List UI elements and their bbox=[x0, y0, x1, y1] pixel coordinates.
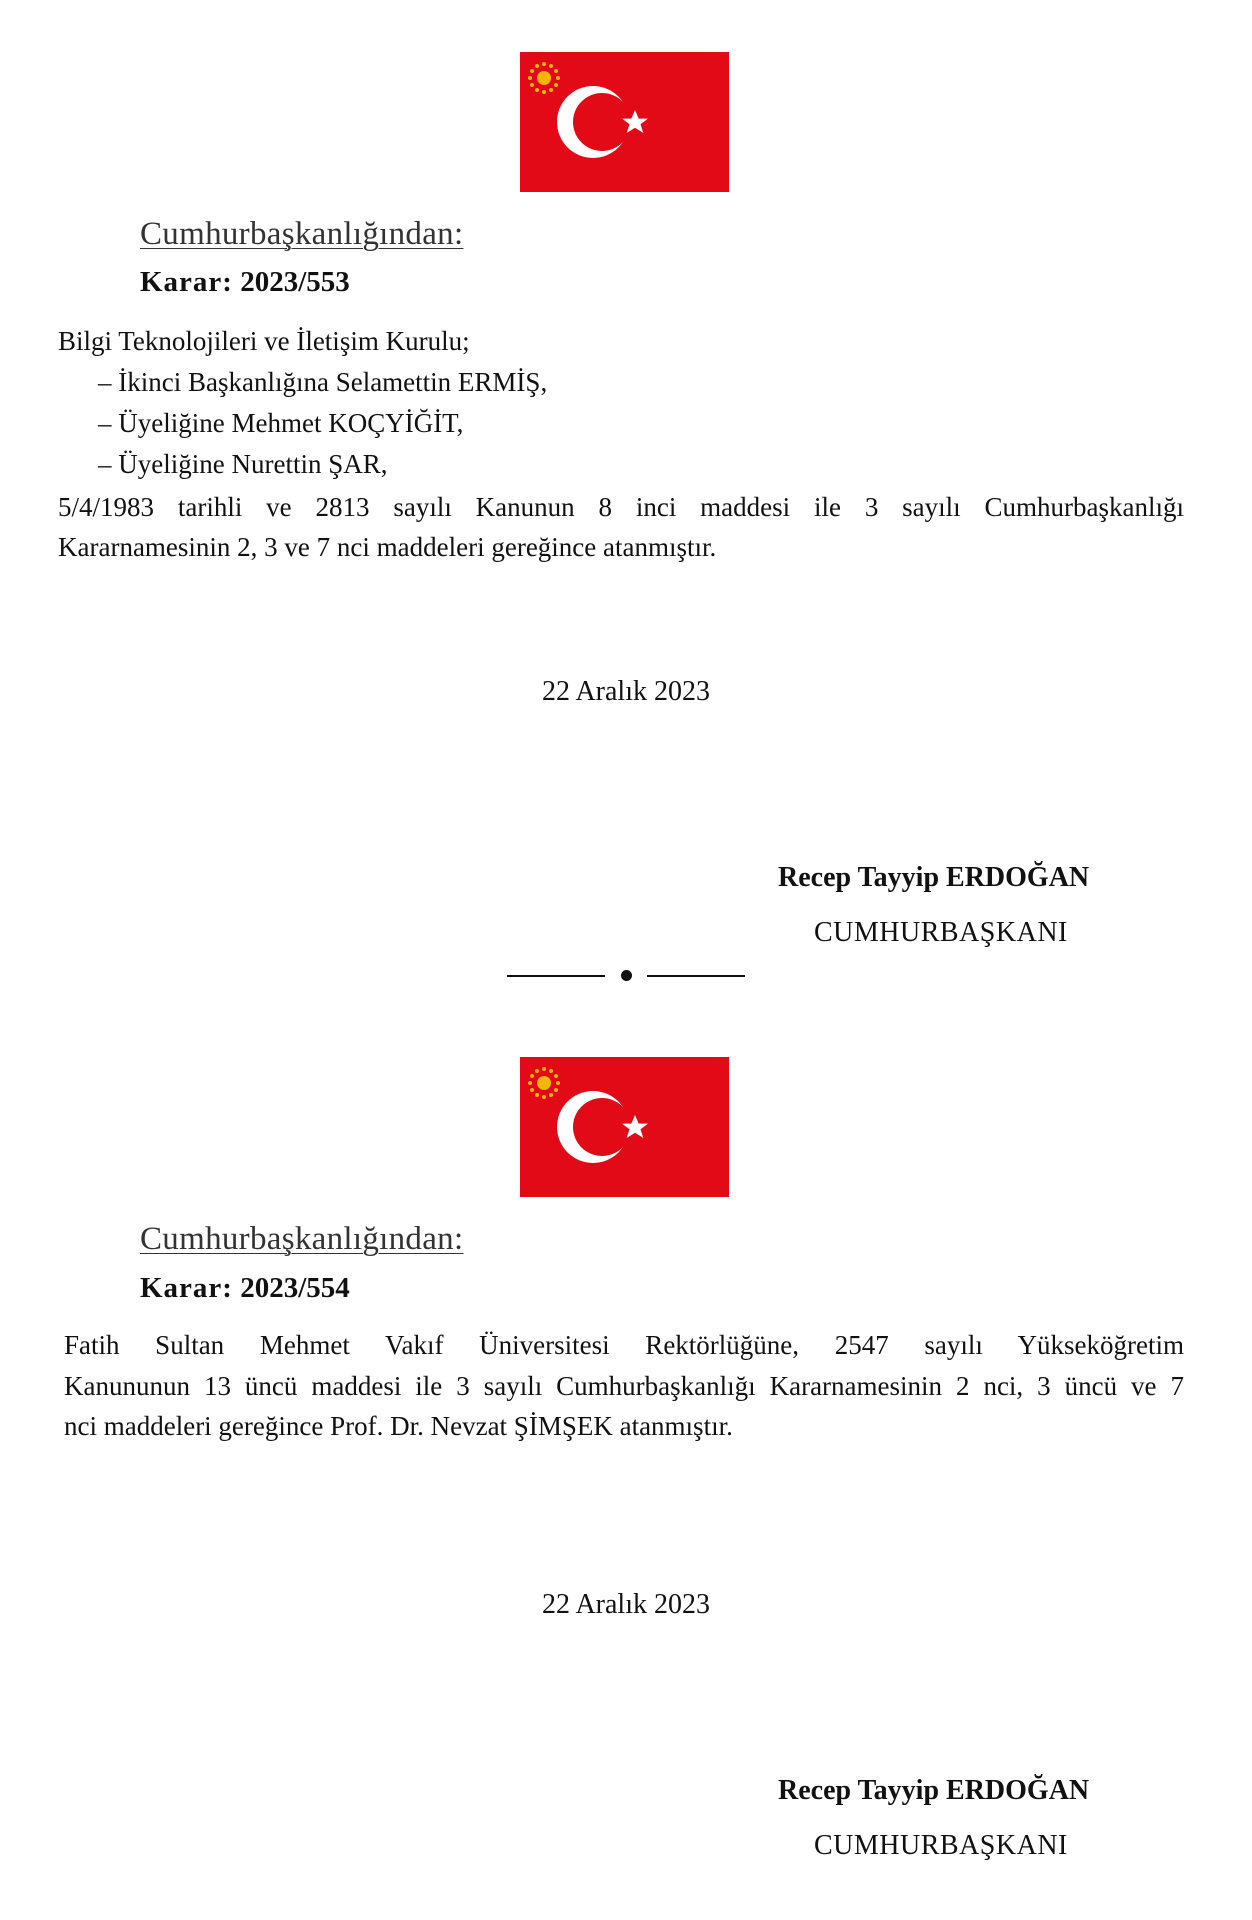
decision-label: Karar: bbox=[140, 1272, 233, 1304]
list-item: – Üyeliğine Nurettin ŞAR, bbox=[98, 449, 388, 479]
decision-date: 22 Aralık 2023 bbox=[542, 676, 710, 707]
decision-number bbox=[140, 266, 350, 299]
signer-name: Recep Tayyip ERDOĞAN bbox=[778, 862, 1090, 893]
decision-body-line: 5/4/1983 tarihli ve 2813 sayılı Kanunun 8 inci maddesi ile 3 sayılı Cumhurbaşkanlığı bbox=[58, 492, 1184, 522]
separator-line-left bbox=[507, 975, 605, 977]
decision-number-value: 2023/553 bbox=[240, 266, 350, 298]
decision-label: Karar: bbox=[140, 266, 233, 298]
decision-number bbox=[140, 1272, 350, 1305]
list-item: – Üyeliğine Mehmet KOÇYİĞİT, bbox=[98, 408, 464, 438]
flag-graphic bbox=[520, 1057, 729, 1197]
presidential-flag-icon bbox=[520, 1057, 729, 1197]
decision-body-line: nci maddeleri gereğince Prof. Dr. Nevzat ŞİMŞEK atanmıştır. bbox=[64, 1411, 733, 1441]
decision-intro: Bilgi Teknolojileri ve İletişim Kurulu; bbox=[58, 326, 470, 356]
institution-heading: Cumhurbaşkanlığından: bbox=[140, 1221, 464, 1257]
decision-number-value: 2023/554 bbox=[240, 1272, 350, 1304]
decision-body-line: Kanununun 13 üncü maddesi ile 3 sayılı Cumhurbaşkanlığı Kararnamesinin 2 nci, 3 üncü ve 7 bbox=[64, 1371, 1184, 1401]
signer-name: Recep Tayyip ERDOĞAN bbox=[778, 1775, 1090, 1806]
decision-date: 22 Aralık 2023 bbox=[542, 1589, 710, 1620]
separator-line-right bbox=[647, 975, 745, 977]
presidential-flag-icon bbox=[520, 52, 729, 192]
dot-separator-icon bbox=[507, 965, 747, 985]
decision-body-line: Fatih Sultan Mehmet Vakıf Üniversitesi Rektörlüğüne, 2547 sayılı Yükseköğretim bbox=[64, 1330, 1184, 1360]
separator-dot bbox=[621, 970, 632, 981]
signer-title: CUMHURBAŞKANI bbox=[814, 917, 1068, 948]
flag-graphic bbox=[520, 52, 729, 192]
institution-heading: Cumhurbaşkanlığından: bbox=[140, 216, 464, 252]
list-item: – İkinci Başkanlığına Selamettin ERMİŞ, bbox=[98, 367, 548, 397]
decision-body-line: Kararnamesinin 2, 3 ve 7 nci maddeleri gereğince atanmıştır. bbox=[58, 532, 717, 562]
signer-title: CUMHURBAŞKANI bbox=[814, 1830, 1068, 1861]
